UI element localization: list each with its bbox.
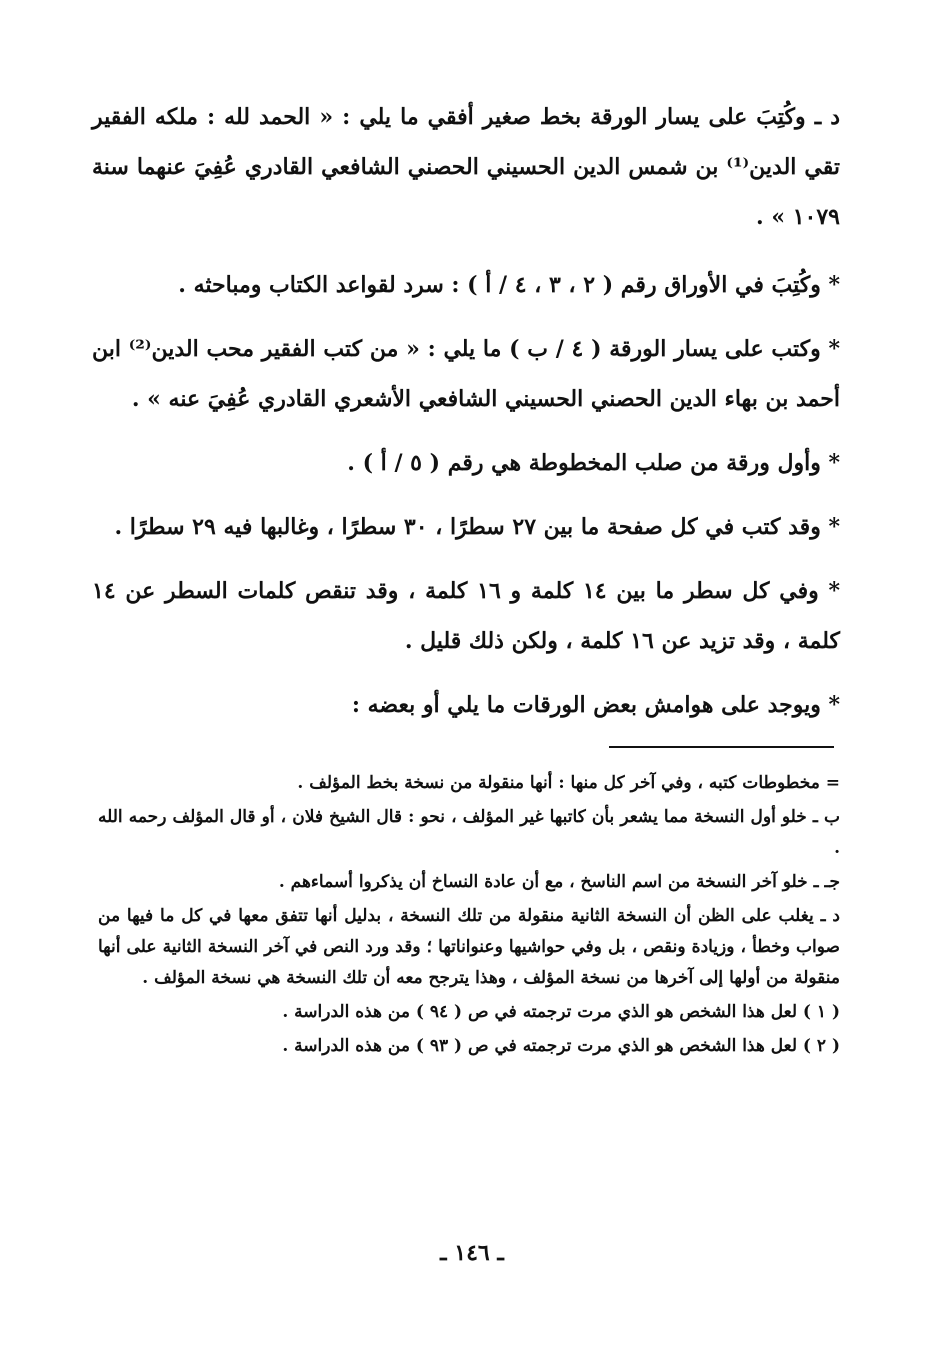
paragraph-lines-per-page: * وقد كتب في كل صفحة ما بين ٢٧ سطرًا ، ٣٠ سطرًا ، وغالبها فيه ٢٩ سطرًا . — [114, 514, 840, 540]
footnote-separator — [609, 746, 834, 748]
footnote-item-j: جـ ـ خلو آخر النسخة من اسم الناسخ ، مع أن عادة النساخ أن يذكروا أسماءهم . — [278, 872, 840, 892]
paragraph-pages-2-4: * وكُتِبَ في الأوراق رقم ( ٢ ، ٣ ، ٤ / أ ) : سرد لقواعد الكتاب ومباحثه . — [178, 272, 840, 298]
paragraph-page-4b: * وكتب على يسار الورقة ( ٤ / ب ) ما يلي : « من كتب الفقير محب الدين⁽²⁾ ابن أحمد بن بهاء الدين الحصني الحسيني الشافعي الأشعري القادري عُفِيَ عنه » . — [92, 336, 840, 412]
footnote-item-b: ب ـ خلو أول النسخة مما يشعر بأن كاتبها غير المؤلف ، نحو : قال الشيخ فلان ، أو قال المؤلف رحمه الله . — [98, 807, 840, 858]
footnote-continued: = مخطوطات كتبه ، وفي آخر كل منها : أنها منقولة من نسخة بخط المؤلف . — [297, 773, 840, 793]
main-text — [92, 92, 840, 744]
footnotes — [98, 768, 840, 1065]
footnote-item-d: د ـ يغلب على الظن أن النسخة الثانية منقولة من تلك النسخة ، بدليل أنها تتفق معها في كل ما فيها من صواب وخطأ ، وزيادة ونقص ، بل وفي حواشيها وعنواناتها ؛ وقد ورد النص في آخر النسخة الثانية على أنها منقولة من أولها إلى آخرها من نسخة المؤلف ، وهذا يترجح معه أن تلك النسخة هي نسخة المؤلف . — [98, 906, 840, 988]
footnote-1: ( ١ ) لعل هذا الشخص هو الذي مرت ترجمته في ص ( ٩٤ ) من هذه الدراسة . — [282, 1002, 840, 1022]
paragraph-first-leaf: * وأول ورقة من صلب المخطوطة هي رقم ( ٥ / أ ) . — [347, 450, 840, 476]
paragraph-margins: * ويوجد على هوامش بعض الورقات ما يلي أو بعضه : — [351, 692, 840, 718]
paragraph-dal: د ـ وكُتِبَ على يسار الورقة بخط صغير أفقي ما يلي : « الحمد لله : ملكه الفقير تقي الدين⁽¹⁾ بن شمس الدين الحسيني الحصني الشافعي القادري عُفِيَ عنهما سنة ١٠٧٩ » . — [92, 104, 840, 230]
page-number: ـ ١٤٦ ـ — [440, 1240, 504, 1266]
paragraph-words-per-line: * وفي كل سطر ما بين ١٤ كلمة و ١٦ كلمة ، وقد تنقص كلمات السطر عن ١٤ كلمة ، وقد تزيد عن ١٦ كلمة ، ولكن ذلك قليل . — [92, 578, 840, 654]
footnote-2: ( ٢ ) لعل هذا الشخص هو الذي مرت ترجمته في ص ( ٩٣ ) من هذه الدراسة . — [282, 1036, 840, 1056]
